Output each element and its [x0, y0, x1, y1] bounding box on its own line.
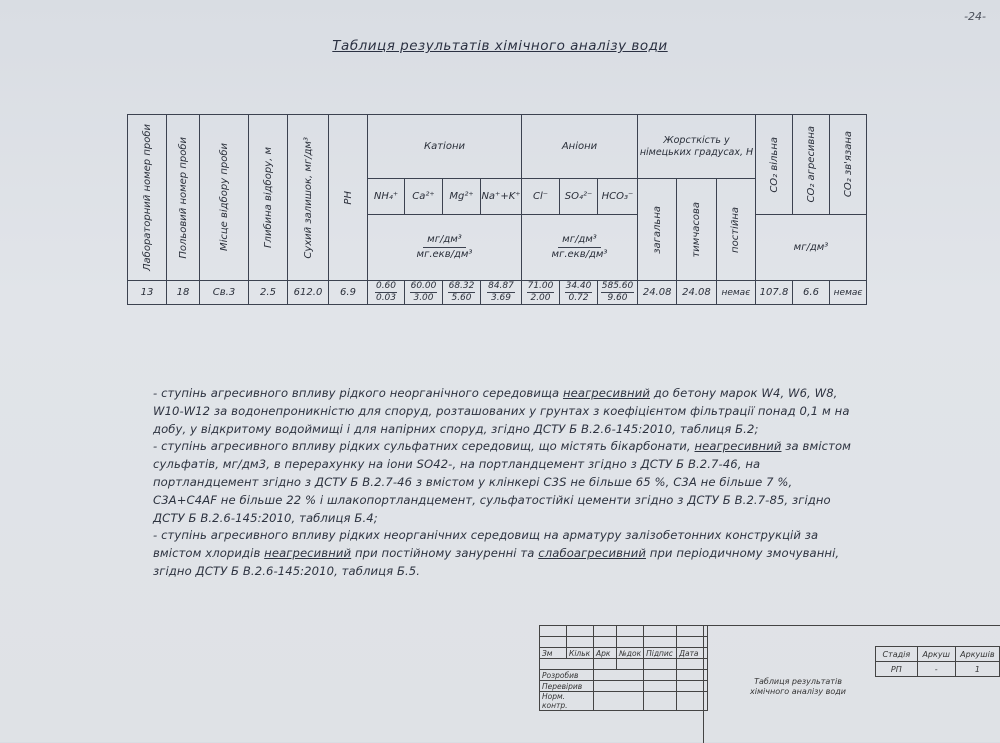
header-depth: Глибина відбору, м: [249, 115, 288, 281]
ion-hco3: HCO₃⁻: [598, 179, 638, 215]
cell-mg: $\frac{68.32}{5.60}$: [443, 281, 481, 305]
header-co2-free: CO₂ вільна: [756, 115, 793, 215]
stamp-sheets: 1: [955, 662, 999, 677]
stamp-doc-title: Таблиця результатів хімічного аналізу води: [750, 677, 846, 696]
ion-mg: Mg²⁺: [443, 179, 481, 215]
cell-hco3: $\frac{585.60}{9.60}$: [598, 281, 638, 305]
stamp-stage-box: [875, 646, 1000, 677]
cell-hardness-perm: немає: [716, 281, 755, 305]
stamp-row-developed: Розробив: [540, 670, 594, 681]
stamp-sheets-label: Аркушів: [955, 647, 999, 662]
cell-cl: $\frac{71.00}{2.00}$: [522, 281, 560, 305]
header-anions: Аніони: [522, 115, 638, 179]
stamp-col-sign: Підпис: [644, 648, 677, 659]
ion-so4: SO₄²⁻: [560, 179, 598, 215]
cell-dry-residue: 612.0: [288, 281, 329, 305]
title-block-left: [539, 625, 708, 711]
stamp-row-checked: Перевірив: [540, 681, 594, 692]
header-hardness-temp: тимчасова: [677, 179, 716, 281]
cell-co2-bound: немає: [830, 281, 867, 305]
header-hardness: Жорсткість у німецьких градусах, H: [638, 115, 756, 179]
header-hardness-total: загальна: [638, 179, 677, 281]
stamp-col-doc: №док: [617, 648, 644, 659]
stamp-sheet-label: Аркуш: [917, 647, 955, 662]
cell-ph: 6.9: [329, 281, 368, 305]
chemical-analysis-table: [127, 114, 867, 305]
cell-hardness-temp: 24.08: [677, 281, 716, 305]
paragraph-1: - ступінь агресивного впливу рідкого неорганічного середовища неагресивний до бетону марок W4, W6, W8, W10-W12 за водонепроникністю для споруд, розташованих у грунтах з коефіцієнтом фільтрації понад 0,1 м на добу, у відкритому водоймищі і для напірних споруд, згідно ДСТУ Б В.2.6-145:2010, таблиця Б.2;: [153, 386, 850, 436]
cell-ca: $\frac{60.00}{3.00}$: [405, 281, 443, 305]
cations-unit: мг/дм³ мг.екв/дм³: [368, 215, 522, 281]
cell-hardness-total: 24.08: [638, 281, 677, 305]
cell-co2-aggr: 6.6: [793, 281, 830, 305]
cell-nak: $\frac{84.87}{3.69}$: [481, 281, 522, 305]
paragraph-3: - ступінь агресивного впливу рідких неорганічних середовищ на арматуру залізобетонних конструкцій за вмістом хлоридів неагресивний при постійному зануренні та слабоагресивний при періодичному змочуванні, згідно ДСТУ Б В.2.6-145:2010, таблиця Б.5.: [153, 528, 840, 578]
paragraph-2: - ступінь агресивного впливу рідких сульфатних середовищ, що містять бікарбонати, неагресивний за вмістом сульфатів, мг/дм3, в перерахунку на іони SO42-, на портландцемент згідно з ДСТУ Б В.2.7-46, на портландцемент згідно з ДСТУ Б В.2.7-46 з вмістом у клінкері C3S не більше 65 %, C3A не більше 7 %, C3A+C4AF не більше 22 % і шлакопортландцемент, сульфатостійкі цементи згідно з ДСТУ Б В.2.7-85, згідно ДСТУ Б В.2.6-145:2010, таблиця Б.4;: [153, 439, 852, 525]
stamp-col-date: Дата: [677, 648, 708, 659]
anions-unit: мг/дм³ мг.екв/дм³: [522, 215, 638, 281]
page-title: Таблиця результатів хімічного аналізу води: [332, 38, 668, 54]
ion-nh4: NH₄⁺: [368, 179, 405, 215]
cell-nh4: $\frac{0.60}{0.03}$: [368, 281, 405, 305]
cell-co2-free: 107.8: [756, 281, 793, 305]
header-co2-bound: CO₂ зв'язана: [830, 115, 867, 215]
header-hardness-perm: постійна: [716, 179, 755, 281]
header-field-no: Польовий номер проби: [167, 115, 200, 281]
ion-cl: Cl⁻: [522, 179, 560, 215]
cell-depth: 2.5: [249, 281, 288, 305]
header-co2-aggr: CO₂ агресивна: [793, 115, 830, 215]
header-place: Місце відбору проби: [200, 115, 249, 281]
stamp-col-kilk: Кільк: [567, 648, 594, 659]
co2-unit: мг/дм³: [756, 215, 867, 281]
header-cations: Катіони: [368, 115, 522, 179]
stamp-col-zm: Зм: [540, 648, 567, 659]
header-dry-residue: Сухий залишок, мг/дм³: [288, 115, 329, 281]
cell-field-no: 18: [167, 281, 200, 305]
cell-lab-no: 13: [128, 281, 167, 305]
stamp-stage: РП: [876, 662, 918, 677]
header-ph: PH: [329, 115, 368, 281]
conclusions-text: [153, 385, 853, 581]
stamp-sheet: -: [917, 662, 955, 677]
stamp-row-norm: Норм. контр.: [540, 692, 594, 711]
ion-nak: Na⁺+K⁺: [481, 179, 522, 215]
ion-ca: Ca²⁺: [405, 179, 443, 215]
stamp-col-ark: Арк: [594, 648, 617, 659]
cell-so4: $\frac{34.40}{0.72}$: [560, 281, 598, 305]
stamp-stage-label: Стадія: [876, 647, 918, 662]
cell-place: Св.3: [200, 281, 249, 305]
page-number: -24-: [964, 10, 986, 23]
header-lab-no: Лабораторний номер проби: [128, 115, 167, 281]
